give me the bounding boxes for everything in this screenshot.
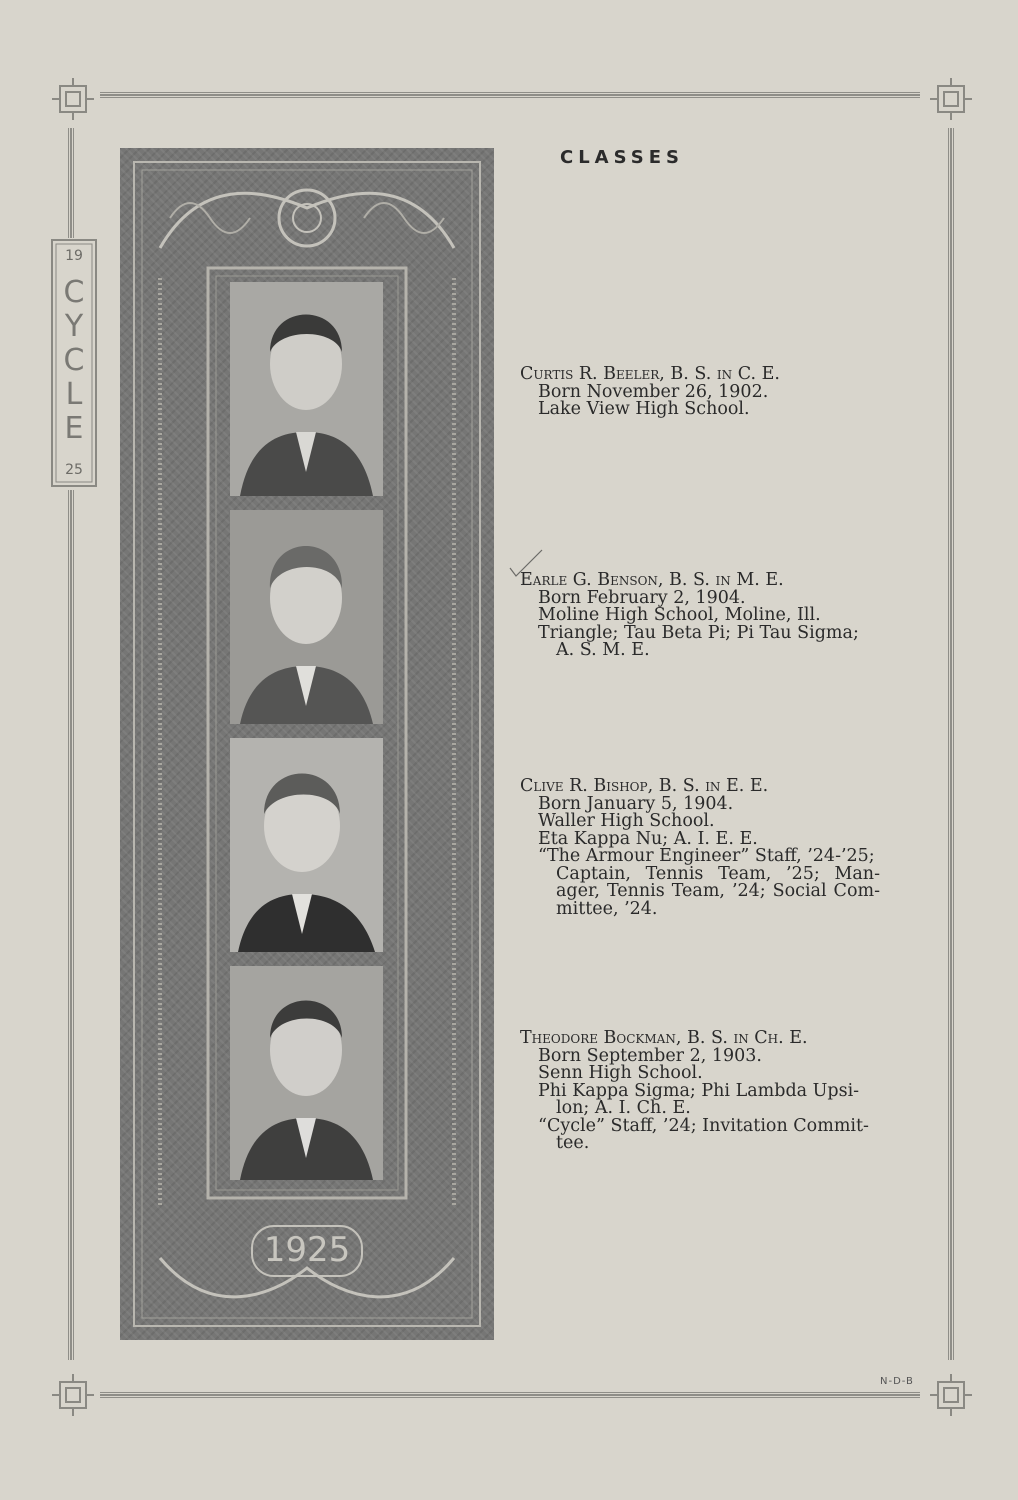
left-border-rule-lower: [68, 490, 74, 1360]
entry-line: Eta Kappa Nu; A. I. E. E.: [538, 828, 758, 849]
graduate-entry: [520, 778, 880, 918]
entry-line: Triangle; Tau Beta Pi; Pi Tau Sigma;: [538, 622, 859, 643]
cycle-side-emblem: [50, 238, 98, 488]
entry-line: Born November 26, 1902.: [538, 381, 769, 402]
right-border-rule: [948, 128, 954, 1360]
graduate-entry: [520, 572, 880, 660]
corner-ornament-bottom-right: [928, 1372, 974, 1418]
entry-line: Born February 2, 1904.: [538, 587, 746, 608]
graduate-entry: [520, 1030, 880, 1153]
corner-ornament-top-right: [928, 76, 974, 122]
page-heading: CLASSES: [560, 147, 684, 168]
entry-line: “The Armour Engineer” Staff, ’24-’25;: [538, 846, 875, 866]
graduate-name: Theodore Bockman, B. S. in Ch. E.: [520, 1028, 808, 1048]
entry-line: Born September 2, 1903.: [538, 1045, 762, 1066]
top-border-rule: [100, 92, 920, 98]
entry-line: Captain, Tennis Team, ’25; Man-: [556, 863, 880, 884]
entry-line: Senn High School.: [538, 1063, 703, 1083]
portrait-photo: [230, 738, 383, 952]
corner-ornament-bottom-left: [50, 1372, 96, 1418]
entry-line: Moline High School, Moline, Ill.: [538, 605, 821, 625]
ornamental-photo-panel: [120, 148, 494, 1340]
entry-line: ager, Tennis Team, ’24; Social Com-: [556, 881, 880, 901]
entry-line: “Cycle” Staff, ’24; Invitation Commit-: [538, 1115, 869, 1136]
emblem-word: CYCLE: [63, 275, 85, 446]
left-border-rule-upper: [68, 128, 74, 238]
graduate-name: Earle G. Benson, B. S. in M. E.: [520, 570, 784, 590]
entry-line: tee.: [556, 1133, 590, 1153]
panel-year: 1925: [263, 1230, 351, 1270]
artist-monogram: N-D-B: [880, 1376, 914, 1387]
emblem-top-year: 19: [65, 248, 83, 264]
corner-ornament-top-left: [50, 76, 96, 122]
emblem-bottom-year: 25: [65, 462, 83, 478]
portrait-photo: [230, 282, 383, 496]
portrait-photo: [230, 510, 383, 724]
graduate-entry: [520, 366, 880, 419]
bottom-border-rule: [100, 1392, 920, 1398]
entry-line: mittee, ’24.: [556, 898, 658, 919]
entry-line: lon; A. I. Ch. E.: [556, 1098, 691, 1118]
entry-line: A. S. M. E.: [556, 640, 650, 660]
portrait-photo: [230, 966, 383, 1180]
graduate-name: Curtis R. Beeler, B. S. in C. E.: [520, 364, 780, 384]
entry-line: Born January 5, 1904.: [538, 793, 734, 814]
entry-line: Phi Kappa Sigma; Phi Lambda Upsi-: [538, 1080, 860, 1101]
entry-line: Waller High School.: [538, 811, 715, 831]
graduate-name: Clive R. Bishop, B. S. in E. E.: [520, 776, 769, 796]
entry-line: Lake View High School.: [538, 399, 750, 419]
